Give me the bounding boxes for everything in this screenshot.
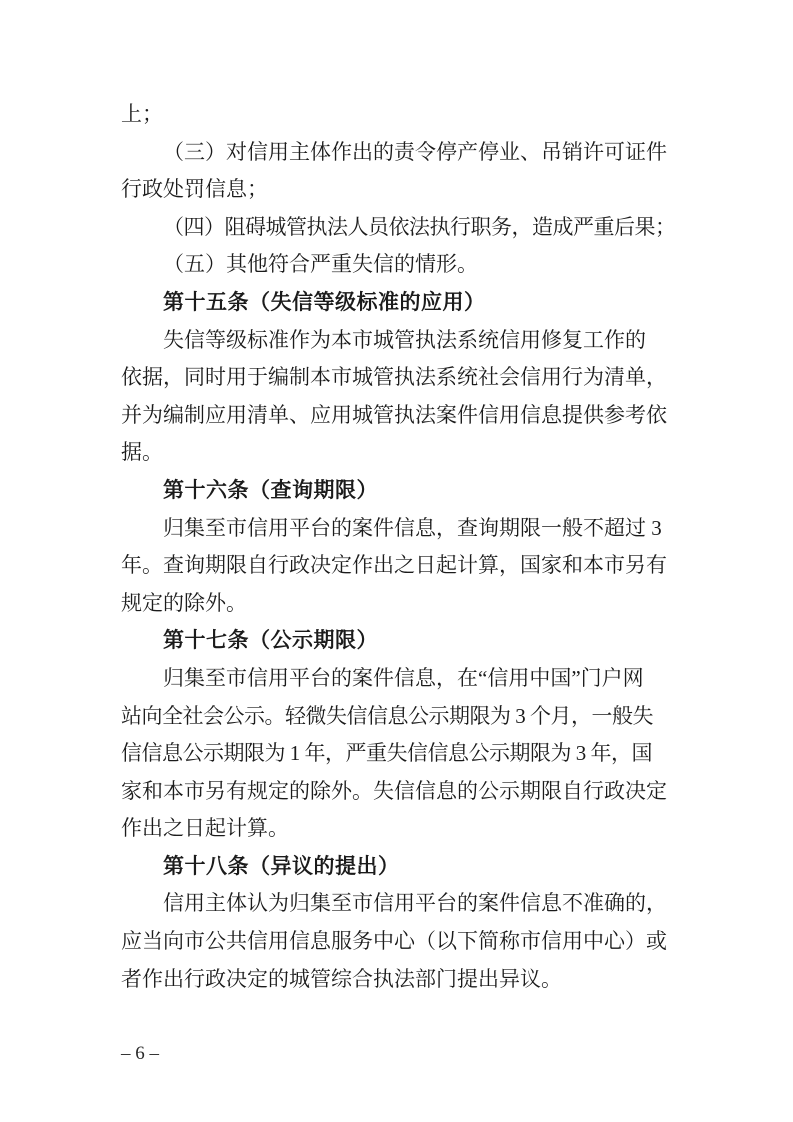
body-text-line: 信用主体认为归集至市信用平台的案件信息不准确的，	[163, 891, 667, 916]
body-text-line: 并为编制应用清单、应用城管执法案件信用信息提供参考依	[121, 402, 667, 427]
body-text-line: 据。	[121, 440, 163, 465]
body-text-line: 信信息公示期限为 1 年，严重失信信息公示期限为 3 年，国	[121, 741, 652, 766]
body-text-line: （四）阻碍城管执法人员依法执行职务，造成严重后果；	[163, 214, 676, 239]
page-number: – 6 –	[121, 1043, 159, 1064]
article-heading: 第十五条（失信等级标准的应用）	[163, 290, 486, 314]
article-heading: 第十七条（公示期限）	[163, 629, 378, 653]
document-body	[121, 96, 681, 998]
body-text-line: 归集至市信用平台的案件信息，查询期限一般不超过 3	[163, 515, 662, 540]
body-text-line: 年。查询期限自行政决定作出之日起计算，国家和本市另有	[121, 553, 667, 578]
body-text-line: 作出之日起计算。	[121, 816, 289, 841]
body-text-line: 行政处罚信息；	[121, 177, 268, 202]
body-text-line: 站向全社会公示。轻微失信信息公示期限为 3 个月，一般失	[121, 703, 653, 728]
body-text-line: 归集至市信用平台的案件信息，在“信用中国”门户网	[163, 665, 644, 690]
body-text-line: 者作出行政决定的城管综合执法部门提出异议。	[121, 966, 562, 991]
body-text-line: （三）对信用主体作出的责令停产停业、吊销许可证件	[163, 139, 667, 164]
article-heading: 第十八条（异议的提出）	[163, 854, 400, 878]
body-text-line: 规定的除外。	[121, 590, 247, 615]
body-text-line: 上；	[121, 102, 163, 126]
article-heading: 第十六条（查询期限）	[163, 478, 378, 502]
body-text-line: （五）其他符合严重失信的情形。	[163, 252, 478, 277]
body-text-line: 应当向市公共信用信息服务中心（以下简称市信用中心）或	[121, 929, 667, 954]
body-text-line: 家和本市另有规定的除外。失信信息的公示期限自行政决定	[121, 778, 667, 803]
body-text-line: 失信等级标准作为本市城管执法系统信用修复工作的	[163, 327, 646, 352]
body-text-line: 依据，同时用于编制本市城管执法系统社会信用行为清单，	[121, 365, 667, 390]
